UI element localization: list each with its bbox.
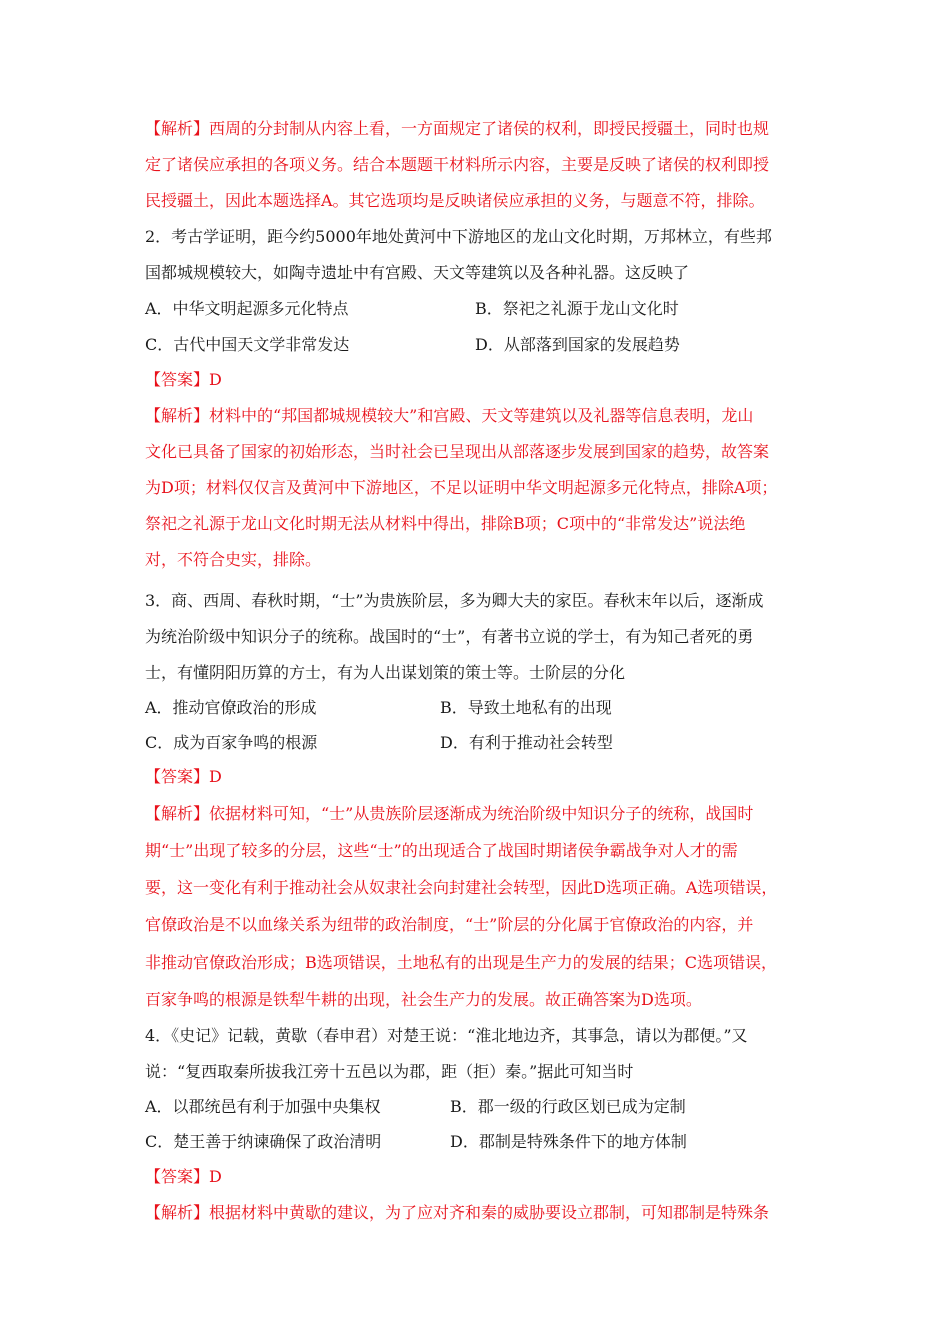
q3-analysis-line-1: 【解析】依据材料可知，“士”从贵族阶层逐渐成为统治阶级中知识分子的统称，战国时: [145, 804, 754, 823]
q2-analysis-line-3: 为D项；材料仅仅言及黄河中下游地区，不足以证明中华文明起源多元化特点，排除A项；: [145, 478, 778, 497]
q4-option-c: C．楚王善于纳谏确保了政治清明: [145, 1132, 382, 1151]
q2-option-a: A．中华文明起源多元化特点: [145, 299, 349, 318]
q2-stem-line-1: 2．考古学证明，距今约5000年地处黄河中下游地区的龙山文化时期，万邦林立，有些邦: [145, 227, 772, 246]
q4-answer: 【答案】D: [145, 1167, 222, 1186]
q2-analysis-line-1: 【解析】材料中的“邦国都城规模较大”和宫殿、天文等建筑以及礼器等信息表明，龙山: [145, 406, 754, 425]
q1-analysis-line-2: 定了诸侯应承担的各项义务。结合本题题干材料所示内容，主要是反映了诸侯的权利即授: [145, 155, 770, 174]
q3-stem-line-3: 士，有懂阴阳历算的方士，有为人出谋划策的策士等。士阶层的分化: [145, 663, 626, 682]
q4-option-d: D．郡制是特殊条件下的地方体制: [450, 1132, 687, 1151]
q2-option-c: C．古代中国天文学非常发达: [145, 335, 350, 354]
q3-analysis-line-2: 期“士”出现了较多的分层，这些“士”的出现适合了战国时期诸侯争霸战争对人才的需: [145, 841, 738, 860]
q2-analysis-line-4: 祭祀之礼源于龙山文化时期无法从材料中得出，排除B项；C项中的“非常发达”说法绝: [145, 514, 746, 533]
q3-analysis-line-3: 要，这一变化有利于推动社会从奴隶社会向封建社会转型，因此D选项正确。A选项错误，: [145, 878, 778, 897]
q3-analysis-line-6: 百家争鸣的根源是铁犁牛耕的出现，社会生产力的发展。故正确答案为D选项。: [145, 990, 702, 1009]
q3-analysis-line-4: 官僚政治是不以血缘关系为纽带的政治制度，“士”阶层的分化属于官僚政治的内容，并: [145, 915, 754, 934]
q2-analysis-line-5: 对，不符合史实，排除。: [145, 550, 322, 569]
q3-stem-line-2: 为统治阶级中知识分子的统称。战国时的“士”，有著书立说的学士，有为知己者死的勇: [145, 627, 754, 646]
q2-analysis-line-2: 文化已具备了国家的初始形态，当时社会已呈现出从部落逐步发展到国家的趋势，故答案: [145, 442, 770, 461]
q3-analysis-line-5: 非推动官僚政治形成；B选项错误，土地私有的出现是生产力的发展的结果；C选项错误，: [145, 953, 778, 972]
q2-stem-line-2: 国都城规模较大，如陶寺遗址中有宫殿、天文等建筑以及各种礼器。这反映了: [145, 263, 690, 282]
q1-analysis-line-3: 民授疆土，因此本题选择A。其它选项均是反映诸侯应承担的义务，与题意不符，排除。: [145, 191, 765, 210]
q2-option-b: B．祭祀之礼源于龙山文化时: [475, 299, 679, 318]
q4-stem-line-2: 说：“复西取秦所拔我江旁十五邑以为郡，距（拒）秦。”据此可知当时: [145, 1062, 634, 1081]
q2-answer: 【答案】D: [145, 370, 222, 389]
q4-stem-line-1: 4．《史记》记载，黄歇（春申君）对楚王说：“淮北地边齐，其事急，请以为郡便。”又: [145, 1026, 748, 1045]
q4-option-a: A．以郡统邑有利于加强中央集权: [145, 1097, 381, 1116]
q3-answer: 【答案】D: [145, 767, 222, 786]
q2-option-d: D．从部落到国家的发展趋势: [475, 335, 680, 354]
q4-analysis-line-1: 【解析】根据材料中黄歇的建议，为了应对齐和秦的威胁要设立郡制，可知郡制是特殊条: [145, 1203, 770, 1222]
q3-stem-line-1: 3．商、西周、春秋时期，“士”为贵族阶层，多为卿大夫的家臣。春秋末年以后，逐渐成: [145, 591, 764, 610]
q3-option-a: A．推动官僚政治的形成: [145, 698, 317, 717]
q4-option-b: B．郡一级的行政区划已成为定制: [450, 1097, 686, 1116]
q3-option-d: D．有利于推动社会转型: [440, 733, 613, 752]
q3-option-b: B．导致土地私有的出现: [440, 698, 612, 717]
q3-option-c: C．成为百家争鸣的根源: [145, 733, 318, 752]
q1-analysis-line-1: 【解析】西周的分封制从内容上看，一方面规定了诸侯的权利，即授民授疆土，同时也规: [145, 119, 770, 138]
